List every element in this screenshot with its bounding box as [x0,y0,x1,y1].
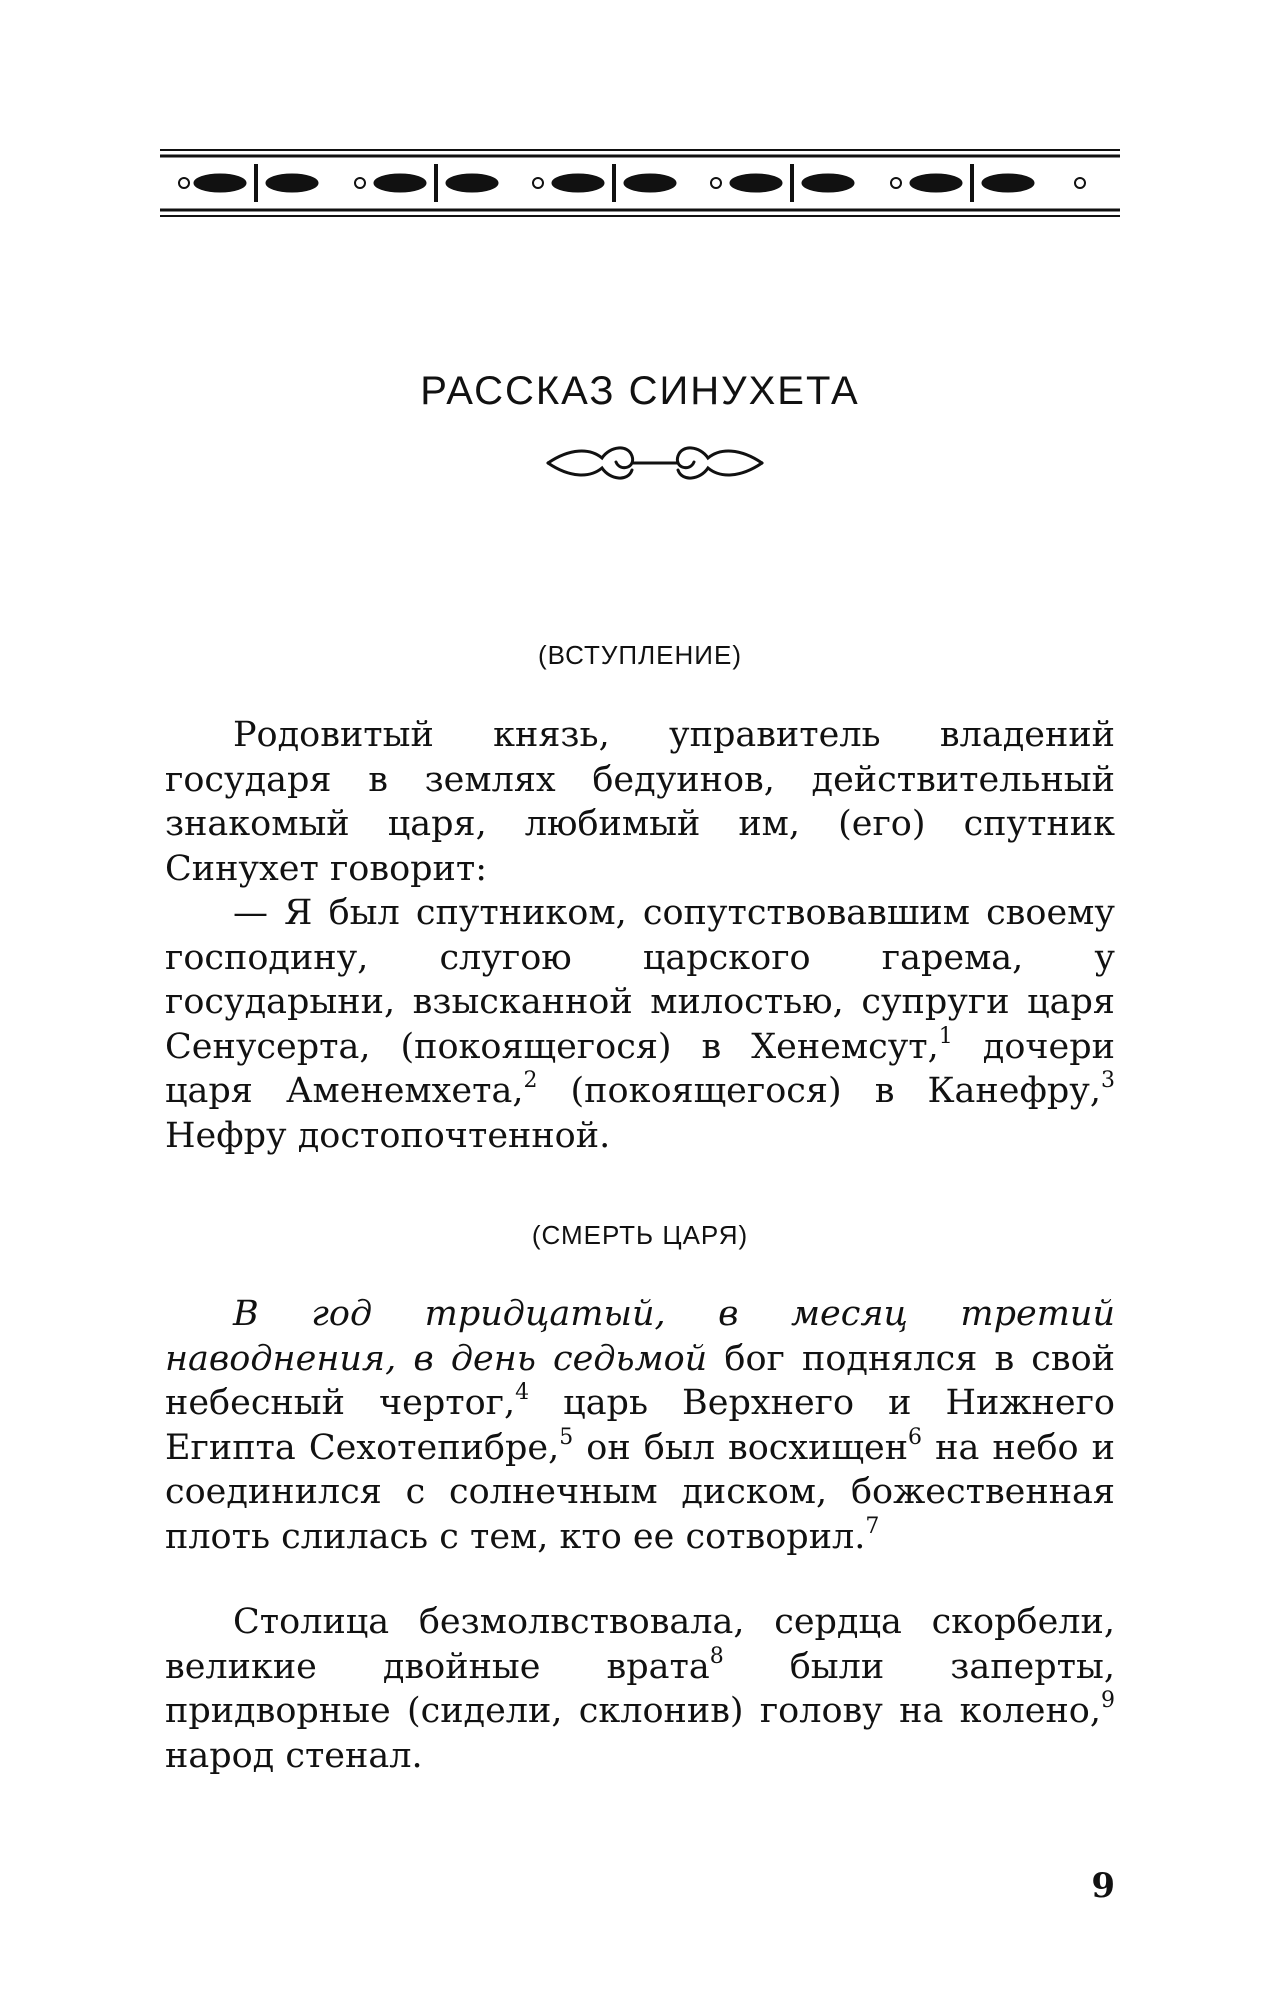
footnote-marker: 1 [938,1023,953,1049]
paragraph: Родовитый князь, управитель владений государя в землях бедуинов, действительный знакомый царя, любимый им, (его) спутник Синухет говорит: — Я был спутником, сопутствовавшим своему господину, слугою царского гарема, у государыни, взысканной милостью, супруги царя Сенусерта, (покоящегося) в Хенемсут,$^1$ дочери царя Аменемхета,$^2$ (покоящегося) в Канефру,$^3$ Нефру достопочтенной. [165,715,1115,1156]
title-vignette [540,428,770,498]
section-heading-death-of-king: (СМЕРТЬ ЦАРЯ) [531,1220,749,1250]
page-number: 9 [1091,1866,1115,1906]
paragraph: Столица безмолвствовала, сердца скорбели, великие двойные врата$^8$ были заперты, придворные (сидели, склонив) голову на колено,$^9$ народ стенал. [165,1602,1115,1776]
footnote-marker: 8 [709,1643,724,1669]
footnote-marker: 3 [1101,1068,1115,1094]
ornamental-border [160,148,1120,218]
section-heading-introduction: (ВСТУПЛЕНИЕ) [537,640,742,670]
footnote-marker: 4 [515,1380,530,1406]
footnote-marker: 7 [865,1513,880,1539]
footnote-marker: 5 [559,1424,574,1450]
chapter-title: РАССКАЗ СИНУХЕТА [420,368,860,413]
italic-date: В год тридцатый, в месяц третий наводнения, в день седьмой [165,1294,1115,1379]
footnote-marker: 9 [1101,1688,1115,1714]
footnote-marker: 6 [908,1424,923,1450]
paragraph: В год тридцатый, в месяц третий наводнения, в день седьмой бог поднялся в свой небесный чертог,$^4$ царь Верхнего и Нижнего Египта Сехотепибре,$^5$ он был восхищен$^6$ на небо и соединился с солнечным диском, божественная плоть слилась с тем, кто ее сотворил.$^7$ [165,1294,1115,1557]
footnote-marker: 2 [523,1068,538,1094]
